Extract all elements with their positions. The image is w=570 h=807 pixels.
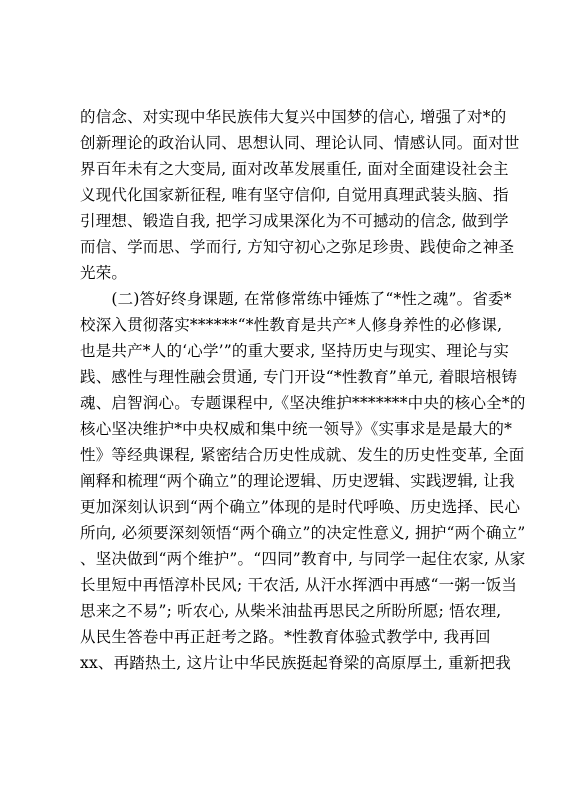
text-line: 魂、启智润心。专题课程中,《坚决维护*******中央的核心全*的 xyxy=(80,394,526,412)
text-line: 的信念、对实现中华民族伟大复兴中国梦的信心, 增强了对*的 xyxy=(80,108,507,126)
paragraph-heading-line: (二)答好终身课题, 在常修常练中锤炼了“*性之魂”。省委* xyxy=(80,290,512,308)
text-line: 性》等经典课程, 紧密结合历史性成就、发生的历史性变革, 全面 xyxy=(80,446,525,464)
text-line: 界百年未有之大变局, 面对改革发展重任, 面对全面建设社会主 xyxy=(80,160,509,178)
text-line: xx、再踏热土, 这片让中华民族挺起脊梁的高原厚土, 重新把我 xyxy=(80,654,511,672)
text-line: 从民生答卷中再正赶考之路。*性教育体验式教学中, 我再回 xyxy=(80,628,491,646)
text-line: 更加深刻认识到“两个确立”体现的是时代呼唤、历史选择、民心 xyxy=(80,498,521,516)
text-line: 阐释和梳理“两个确立”的理论逻辑、历史逻辑、实践逻辑, 让我 xyxy=(80,472,515,490)
text-line: 义现代化国家新征程, 唯有坚守信仰, 自觉用真理武装头脑、指 xyxy=(80,186,509,204)
text-line: 、坚决做到“两个维护”。“四同”教育中, 与同学一起住农家, 从家 xyxy=(80,550,526,568)
text-line: 而信、学而思、学而行, 方知守初心之弥足珍贵、践使命之神圣 xyxy=(80,238,515,256)
body-text xyxy=(80,104,526,676)
text-line: 引理想、锻造自我, 把学习成果深化为不可撼动的信念, 做到学 xyxy=(80,212,509,230)
text-line: 光荣。 xyxy=(80,264,128,282)
text-line: 所向, 必须要深刻领悟“两个确立”的决定性意义, 拥护“两个确立” xyxy=(80,524,526,542)
text-line: 也是共产*人的‘心学’”的重大要求, 坚持历史与现实、理论与实 xyxy=(80,342,510,360)
text-line: 核心坚决维护*中央权威和集中统一领导》《实事求是是最大的* xyxy=(80,420,513,438)
text-line: 践、感性与理性融会贯通, 专门开设“*性教育”单元, 着眼培根铸 xyxy=(80,368,518,386)
text-line: 创新理论的政治认同、思想认同、理论认同、情感认同。面对世 xyxy=(80,134,520,152)
text-line: 思来之不易”; 听农心, 从柴米油盐再思民之所盼所愿; 悟农理, xyxy=(80,602,502,620)
text-line: 长里短中再悟淳朴民风; 干农活, 从汗水挥洒中再感“一粥一饭当 xyxy=(80,576,518,594)
text-line: 校深入贯彻落实******“*性教育是共产*人修身养性的必修课, xyxy=(80,316,503,334)
